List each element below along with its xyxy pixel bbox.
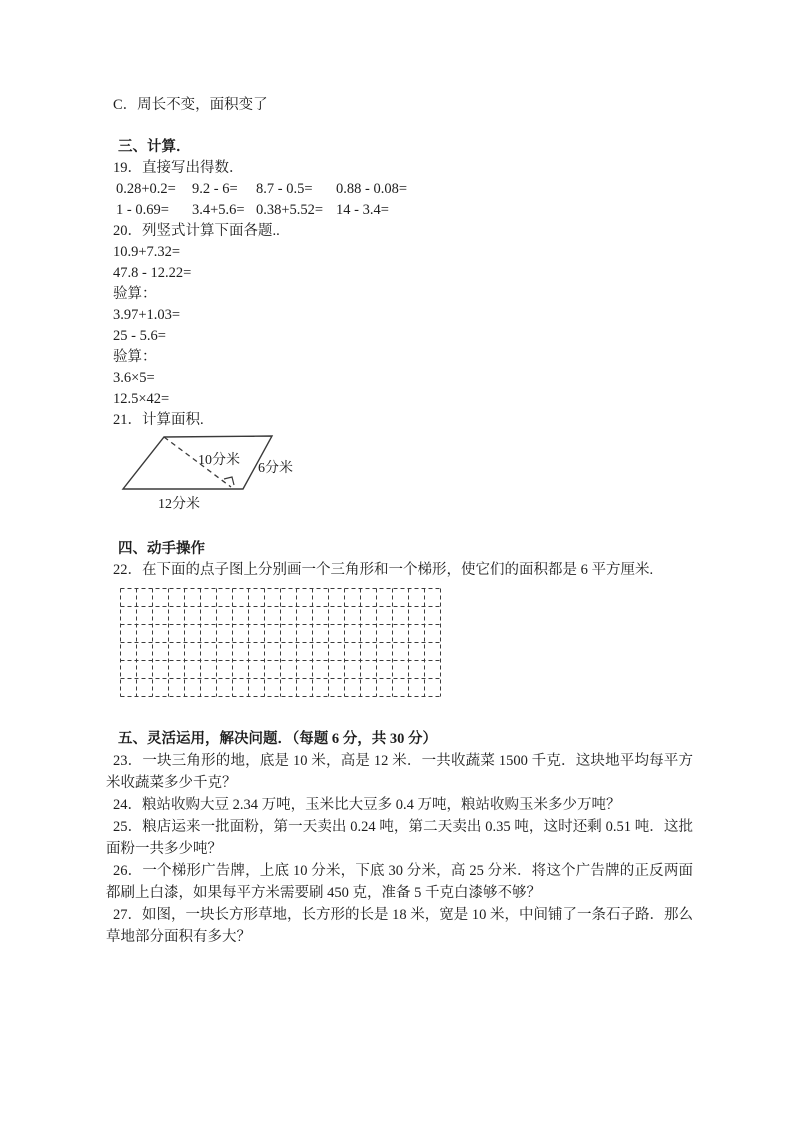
problem-26: 26．一个梯形广告牌，上底 10 分米，下底 30 分米，高 25 分米．将这个广告牌的正反两面都刷上白漆，如果每平方米需要刷 450 克，准备 5 千克白漆够不够？ — [106, 863, 693, 901]
problem-24: 24．粮站收购大豆 2.34 万吨，玉米比大豆多 0.4 万吨，粮站收购玉米多少万吨？ — [113, 797, 621, 813]
equation: 14 - 3.4= — [336, 202, 389, 218]
equation: 0.28+0.2= — [116, 181, 176, 197]
section-4-heading: 四、动手操作 — [118, 541, 205, 557]
equation: 1 - 0.69= — [116, 202, 169, 218]
equation: 9.2 - 6= — [192, 181, 238, 197]
problem-27: 27．如图，一块长方形草地，长方形的长是 18 米，宽是 10 米，中间铺了一条石子路．那么草地部分面积有多大？ — [106, 907, 693, 945]
q20-line: 3.97+1.03= — [113, 307, 181, 323]
q20-line: 验算： — [113, 349, 157, 365]
equation: 3.4+5.6= — [192, 202, 245, 218]
q19-equation-row — [106, 179, 693, 200]
q20-line: 47.8 - 12.22= — [113, 265, 192, 281]
problem-25: 25．粮店运来一批面粉，第一天卖出 0.24 吨，第二天卖出 0.35 吨，这时还剩 0.51 吨．这批面粉一共多少吨？ — [106, 819, 693, 857]
problem-23: 23．一块三角形的地，底是 10 米，高是 12 米．一共收蔬菜 1500 千克．这块地平均每平方米收蔬菜多少千克？ — [106, 753, 693, 791]
option-c-text: C．周长不变，面积变了 — [113, 97, 268, 113]
section-problem-solving — [106, 728, 693, 948]
parallelogram-figure — [112, 431, 322, 517]
q21-label: 21．计算面积. — [113, 412, 204, 428]
q20-line: 10.9+7.32= — [113, 244, 181, 260]
q22-figure — [120, 588, 693, 697]
dot-grid-figure — [120, 588, 441, 697]
q20-line: 验算： — [113, 286, 157, 302]
equation: 0.38+5.52= — [256, 202, 324, 218]
figure-height-label: 10分米 — [198, 453, 240, 468]
section-calculation — [106, 137, 693, 517]
figure-base-label: 12分米 — [158, 497, 200, 512]
section-3-heading: 三、计算． — [118, 139, 191, 155]
figure-side-label: 6分米 — [258, 461, 293, 476]
q20-line: 25 - 5.6= — [113, 328, 166, 344]
equation: 0.88 - 0.08= — [336, 181, 408, 197]
right-angle-icon — [224, 477, 234, 485]
q20-line: 12.5×42= — [113, 391, 170, 407]
q22-text: 22．在下面的点子图上分别画一个三角形和一个梯形，使它们的面积都是 6 平方厘米. — [113, 562, 654, 578]
q19-label: 19．直接写出得数． — [113, 160, 244, 176]
section-hands-on — [106, 539, 693, 697]
q21-figure — [112, 431, 693, 517]
q20-label: 20．列竖式计算下面各题.. — [113, 223, 280, 239]
q19-equation-row — [106, 200, 693, 221]
q20-line: 3.6×5= — [113, 370, 155, 386]
section-5-heading: 五、灵活运用，解决问题．（每题 6 分，共 30 分） — [118, 731, 437, 747]
equation: 8.7 - 0.5= — [256, 181, 313, 197]
